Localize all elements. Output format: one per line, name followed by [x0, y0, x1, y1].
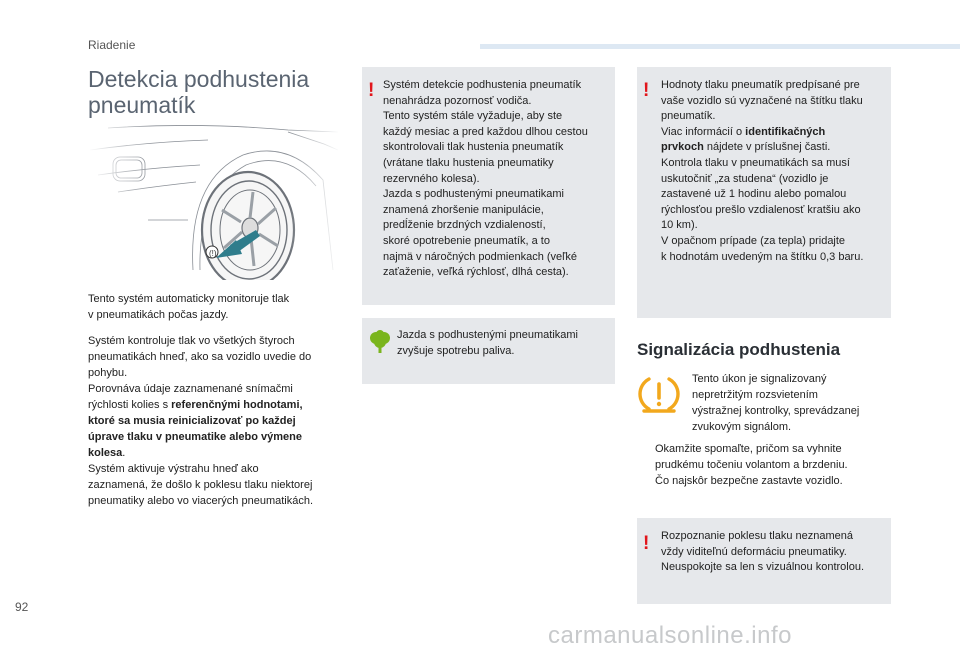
warning-line: skoré opotrebenie pneumatík, a to — [383, 234, 550, 247]
pressure-line-text: nájdete v príslušnej časti. — [703, 141, 831, 154]
tire-pressure-icon — [206, 246, 218, 258]
pressure-line-bold: identifikačných — [745, 125, 826, 138]
desc-line-6: ktoré sa musia reinicializovať po každej — [88, 415, 296, 427]
header-bar — [480, 44, 960, 49]
warning-line: rezervného kolesa). — [383, 172, 480, 185]
desc-line-8-bold: kolesa — [88, 447, 123, 459]
desc-line-2: pneumatikách hneď, ako sa vozidlo uvedie do — [88, 351, 312, 363]
pressure-line-bold: prvkoch — [661, 141, 704, 154]
warning-box-attention — [362, 67, 615, 305]
bullet-line: prudkému točeniu volantom a brzdeniu. — [655, 459, 848, 471]
visual-check-line: Rozpoznanie poklesu tlaku neznamená — [661, 530, 854, 542]
signal-line: nepretržitým rozsvietením — [692, 389, 818, 401]
page-title — [88, 66, 348, 118]
pressure-line: 10 km). — [661, 219, 698, 232]
page-title-line-1: Detekcia podhustenia — [88, 66, 310, 92]
desc-line-7: úprave tlaku v pneumatike alebo výmene — [88, 431, 302, 443]
warning-line: nenahrádza pozornosť vodiča. — [383, 94, 532, 107]
bullet-text — [655, 441, 895, 473]
desc-line-9: Systém aktivuje výstrahu hneď ako — [88, 463, 259, 475]
warning-line: predĺženie brzdných vzdialeností, — [383, 219, 546, 232]
warning-icon: ! — [643, 80, 650, 101]
signal-section-title: Signalizácia podhustenia — [637, 340, 841, 359]
desc-line-8: . — [122, 447, 126, 459]
warning-line: zaťaženie, veľká rýchlosť, dlhá cesta). — [383, 266, 569, 279]
eco-info-box — [362, 318, 615, 384]
visual-check-text — [661, 529, 889, 576]
desc-line-4: Porovnáva údaje zaznamenané snímačmi — [88, 383, 293, 395]
eco-line-1: Jazda s podhustenými pneumatikami — [397, 329, 578, 341]
page-title-line-2: pneumatík — [88, 92, 196, 118]
desc-line-5: rýchlosti kolies s — [88, 399, 172, 411]
pressure-values-text — [661, 78, 889, 265]
desc-line-5-bold: referenčnými hodnotami, — [171, 399, 303, 411]
warning-attention-text — [383, 78, 613, 281]
signal-line: výstražnej kontrolky, sprevádzanej — [692, 405, 860, 417]
section-header: Riadenie — [88, 38, 136, 52]
intro-line-1: Tento systém automaticky monitoruje tlak — [88, 293, 290, 305]
bullet-line: Okamžite spomaľte, pričom sa vyhnite — [655, 443, 842, 455]
pressure-line: vaše vozidlo sú vyznačené na štítku tlaku — [661, 94, 863, 107]
wheel-sensor-illustration — [88, 120, 340, 280]
pressure-line: Kontrola tlaku v pneumatikách sa musí — [661, 156, 850, 169]
warning-line: Systém detekcie podhustenia pneumatík — [383, 79, 582, 91]
warning-icon: ! — [643, 533, 650, 554]
warning-box-visual-check — [637, 518, 891, 604]
svg-text:(!): (!) — [209, 249, 217, 258]
pressure-line: k hodnotám uvedeným na štítku 0,3 baru. — [661, 250, 864, 263]
eco-text — [397, 328, 612, 359]
intro-line-2: v pneumatikách počas jazdy. — [88, 309, 229, 321]
signal-description — [692, 371, 892, 435]
pressure-line: pneumatík. — [661, 110, 716, 123]
pressure-line: V opačnom prípade (za tepla) pridajte — [661, 234, 846, 247]
pressure-line — [661, 125, 889, 141]
signal-line: zvukovým signálom. — [692, 421, 792, 433]
warning-line: znamená zhoršenie manipulácie, — [383, 203, 544, 216]
pressure-line: uskutočniť „za studena“ (vozidlo je — [661, 172, 829, 185]
intro-paragraph — [88, 291, 353, 323]
system-description — [88, 333, 353, 509]
eco-line-2: zvyšuje spotrebu paliva. — [397, 344, 515, 357]
desc-line-11: pneumatiky alebo vo viacerých pneumatikách. — [88, 495, 314, 507]
desc-line-10: zaznamená, že došlo k poklesu tlaku niektorej — [88, 479, 313, 491]
pressure-line: rýchlosťou prešlo vzdialenosť kratšiu ako — [661, 203, 861, 216]
watermark: carmanualsonline.info — [548, 622, 792, 649]
visual-check-line: Neuspokojte sa len s vizuálnou kontrolou. — [661, 561, 865, 574]
visual-check-line: vždy viditeľnú deformáciu pneumatiky. — [661, 545, 847, 558]
warning-icon: ! — [368, 80, 375, 101]
warning-line: Tento systém stále vyžaduje, aby ste — [383, 110, 563, 123]
pressure-line: zastavené už 1 hodinu alebo pomalou — [661, 188, 847, 201]
warning-line: najmä v náročných podmienkach (veľké — [383, 250, 577, 263]
pressure-line: Hodnoty tlaku pneumatík predpísané pre — [661, 79, 860, 91]
desc-line-3: pohybu. — [88, 367, 128, 379]
warning-line: každý mesiac a pred každou dlhou cestou — [383, 125, 588, 138]
warning-box-pressure-values — [637, 67, 891, 318]
pressure-line-text: Viac informácií o — [661, 125, 746, 138]
eco-tree-icon — [369, 330, 391, 354]
pressure-line — [661, 140, 889, 156]
signal-line: Tento úkon je signalizovaný — [692, 373, 827, 385]
desc-line-1: Systém kontroluje tlak vo všetkých štyroch — [88, 335, 295, 347]
warning-line: (vrátane tlaku hustenia pneumatiky — [383, 156, 554, 169]
bullet-text: Čo najskôr bezpečne zastavte vozidlo. — [655, 475, 843, 487]
tpms-warning-icon — [638, 373, 680, 415]
warning-line: skontrolovali tlak hustenia pneumatík — [383, 141, 564, 154]
page-number: 92 — [15, 600, 29, 614]
warning-line: Jazda s podhustenými pneumatikami — [383, 188, 564, 201]
